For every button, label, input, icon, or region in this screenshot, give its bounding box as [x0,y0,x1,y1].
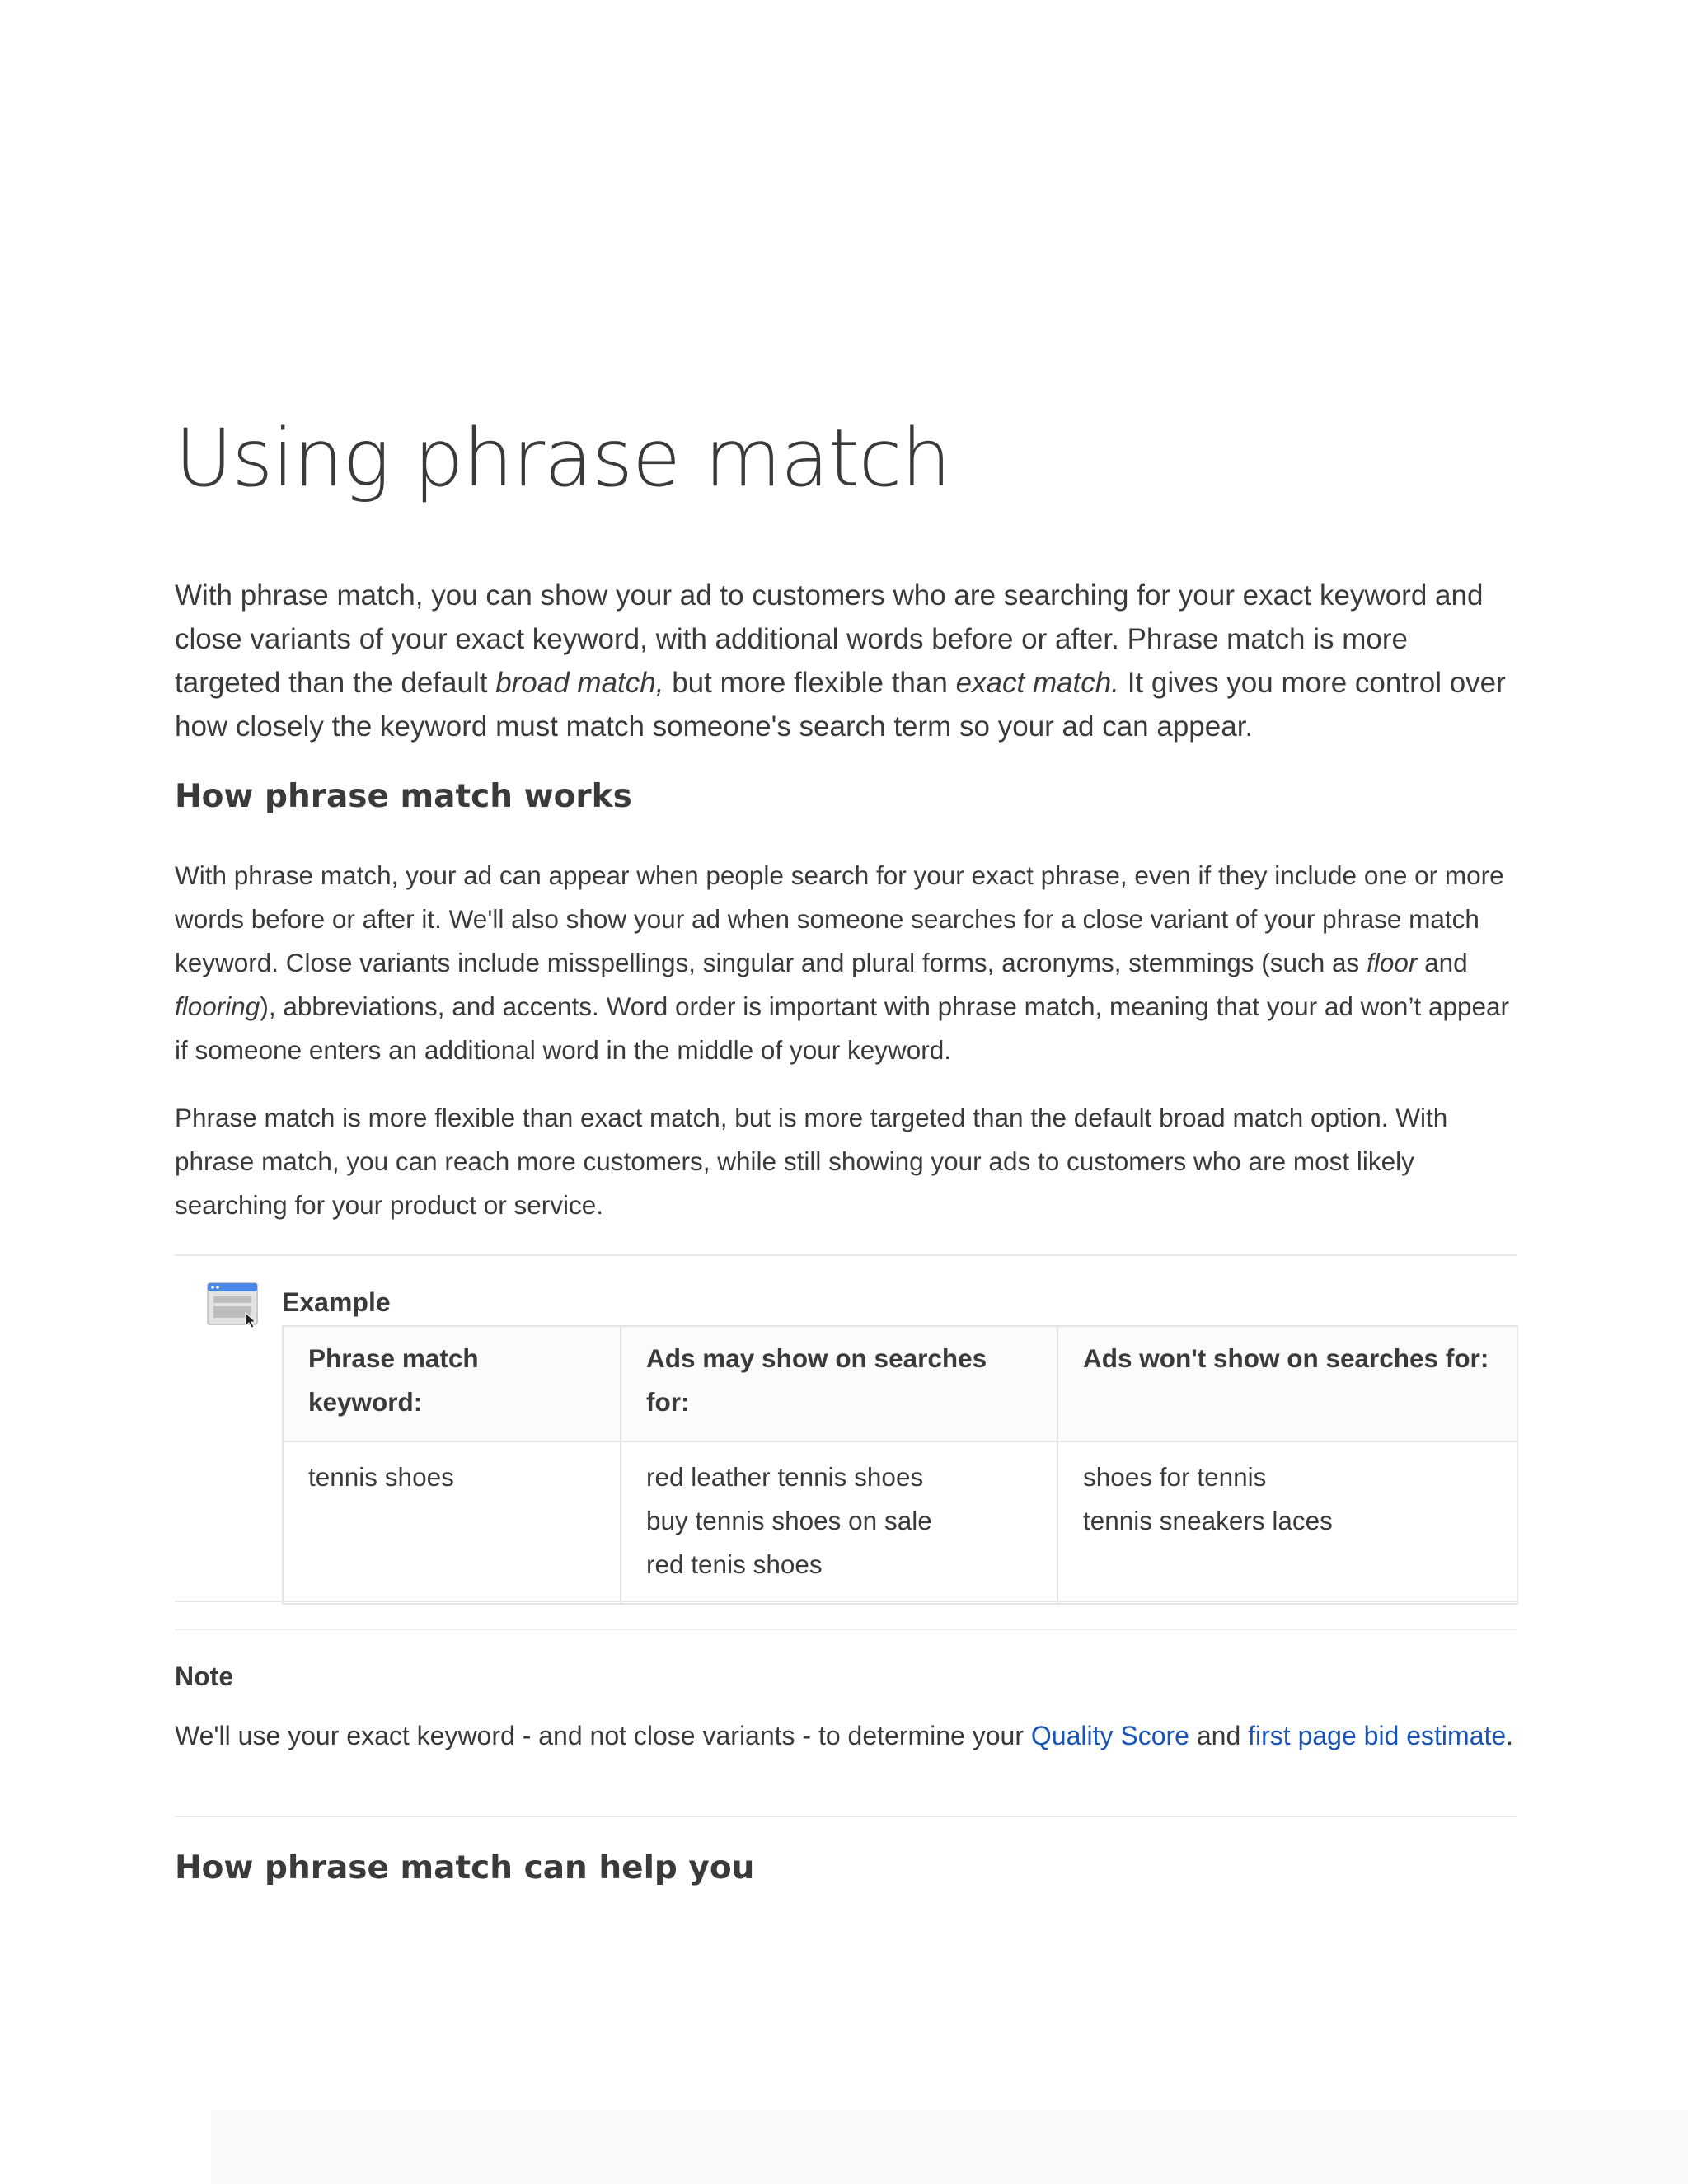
note-text-1: We'll use your exact keyword - and not close variants - to determine your [175,1721,1031,1750]
p1-text-3: ), abbreviations, and accents. Word order is important with phrase match, meaning that your ad won’t appear if someone enters an additional word in the middle of your keyword. [175,991,1510,1065]
first-page-bid-estimate-link[interactable]: first page bid estimate [1248,1721,1507,1750]
page-bottom-shade [211,2110,1688,2184]
table-header-may-show: Ads may show on searches for: [621,1326,1057,1441]
divider [175,1254,1517,1256]
wont-show-item: tennis sneakers laces [1083,1506,1333,1535]
intro-text-2: but more flexible than [663,667,956,699]
wont-show-item: shoes for tennis [1083,1462,1267,1492]
note-text-2: and [1189,1721,1249,1750]
divider [175,1601,1517,1602]
p1-emphasis-flooring: flooring [175,991,260,1021]
example-table [282,1325,1518,1605]
may-show-item: red tenis shoes [646,1549,823,1579]
may-show-item: buy tennis shoes on sale [646,1506,932,1535]
intro-text-1: With phrase match, you can show your ad to customers who are searching for your exact keyword and close variants of your exact keyword, with additional words before or after. Phrase match is more targeted than the default [175,579,1484,699]
table-row [283,1441,1517,1604]
note-text [175,1714,1517,1758]
table-cell-wont-show [1057,1441,1517,1604]
divider [175,1629,1517,1630]
section-heading-how-it-helps: How phrase match can help you [175,1849,755,1886]
note-text-3: . [1506,1721,1514,1750]
table-header-row [283,1326,1517,1441]
intro-emphasis-broad-match: broad match, [495,667,664,699]
quality-score-link[interactable]: Quality Score [1030,1721,1189,1750]
may-show-item: red leather tennis shoes [646,1462,924,1492]
p1-text-2: and [1417,948,1468,977]
intro-text-3: It gives you more control over how closely the keyword must match someone's search term so your ad can appear. [175,667,1506,743]
intro-emphasis-exact-match: exact match. [955,667,1119,699]
how-it-works-paragraph [175,854,1517,1072]
table-cell-may-show [621,1441,1057,1604]
page-title: Using phrase match [175,412,951,504]
table-cell-keyword [283,1441,621,1604]
p1-emphasis-floor: floor [1367,948,1418,977]
note-label: Note [175,1661,234,1691]
keyword-value: tennis shoes [308,1462,454,1492]
table-header-keyword: Phrase match keyword: [283,1326,621,1441]
section-heading-how-it-works: How phrase match works [175,778,632,815]
browser-window-cursor-icon [206,1282,260,1328]
divider [175,1816,1517,1817]
flexibility-paragraph: Phrase match is more flexible than exact match, but is more targeted than the default broad match option. With phrase match, you can reach more customers, while still showing your ads to customers who are most likely searching for your product or service. [175,1103,1448,1220]
example-label: Example [282,1287,391,1317]
intro-paragraph [175,574,1517,748]
p1-text-1: With phrase match, your ad can appear when people search for your exact phrase, even if they include one or more words before or after it. We'll also show your ad when someone searches for a close variant of your phrase match keyword. Close variants include misspellings, singular and plural forms, acronyms, stemmings (such as [175,860,1504,977]
table-header-wont-show: Ads won't show on searches for: [1057,1326,1517,1441]
